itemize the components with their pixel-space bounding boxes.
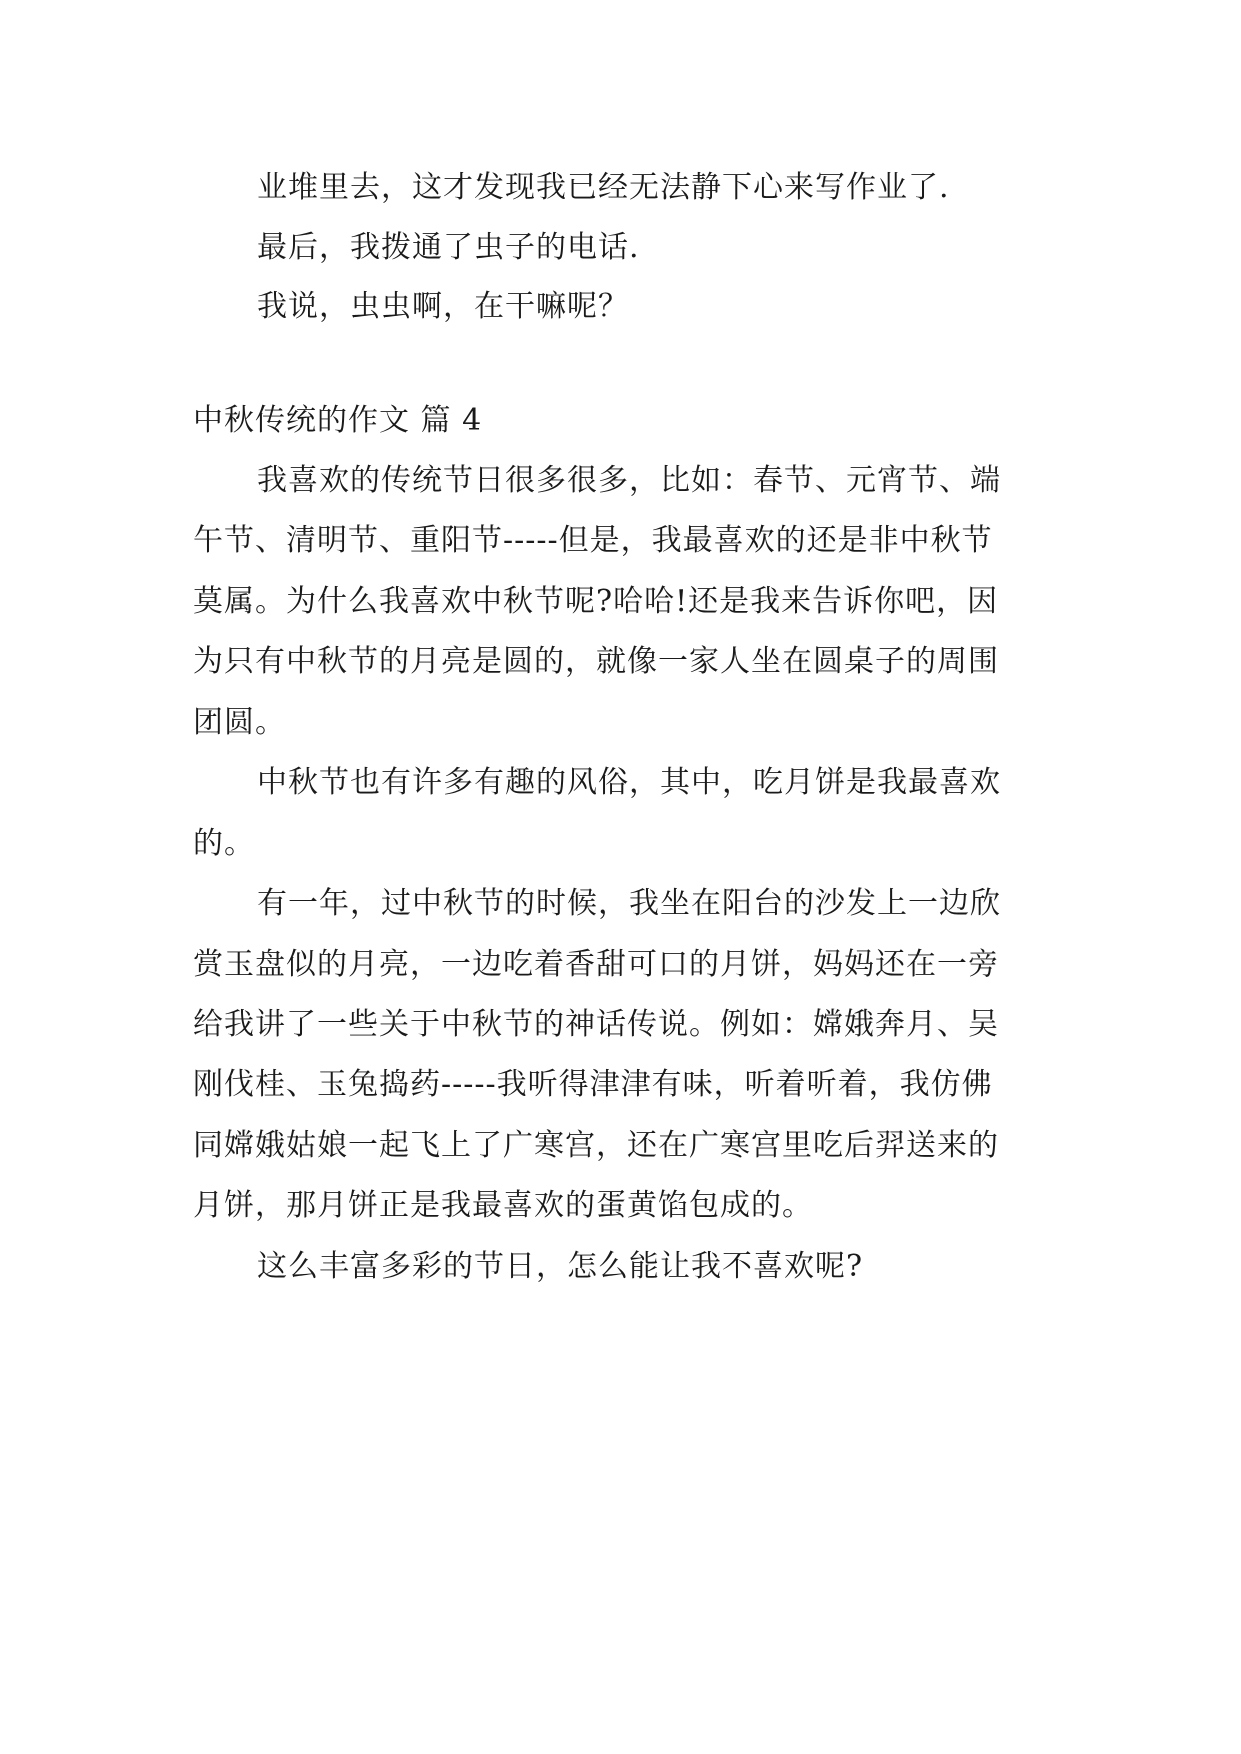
text-line: 刚伐桂、玉兔捣药-----我听得津津有味，听着听着，我仿佛 [193, 1067, 993, 1102]
text-line: 这么丰富多彩的节日，怎么能让我不喜欢呢? [257, 1249, 864, 1284]
text-line: 有一年，过中秋节的时候，我坐在阳台的沙发上一边欣 [257, 886, 1001, 921]
text-line: 业堆里去，这才发现我已经无法静下心来写作业了. [257, 170, 950, 205]
text-line: 给我讲了一些关于中秋节的神话传说。例如：嫦娥奔月、吴 [193, 1007, 999, 1042]
text-line: 我喜欢的传统节日很多很多，比如：春节、元宵节、端 [257, 463, 1001, 498]
text-line: 中秋节也有许多有趣的风俗，其中，吃月饼是我最喜欢 [257, 765, 1001, 800]
text-line: 午节、清明节、重阳节-----但是，我最喜欢的还是非中秋节 [193, 523, 993, 558]
text-line: 最后，我拨通了虫子的电话. [257, 230, 640, 265]
text-line: 我说，虫虫啊，在干嘛呢？ [257, 289, 629, 324]
text-line: 的。 [193, 826, 255, 861]
text-line: 赏玉盘似的月亮，一边吃着香甜可口的月饼，妈妈还在一旁 [193, 947, 999, 982]
text-line: 月饼，那月饼正是我最喜欢的蛋黄馅包成的。 [193, 1188, 813, 1223]
text-line: 团圆。 [193, 705, 286, 740]
text-line: 同嫦娥姑娘一起飞上了广寒宫，还在广寒宫里吃后羿送来的 [193, 1128, 999, 1163]
section-heading: 中秋传统的作文 篇 4 [193, 403, 483, 438]
text-line: 为只有中秋节的月亮是圆的，就像一家人坐在圆桌子的周围 [193, 644, 999, 679]
text-line: 莫属。为什么我喜欢中秋节呢?哈哈!还是我来告诉你吧，因 [193, 584, 999, 619]
